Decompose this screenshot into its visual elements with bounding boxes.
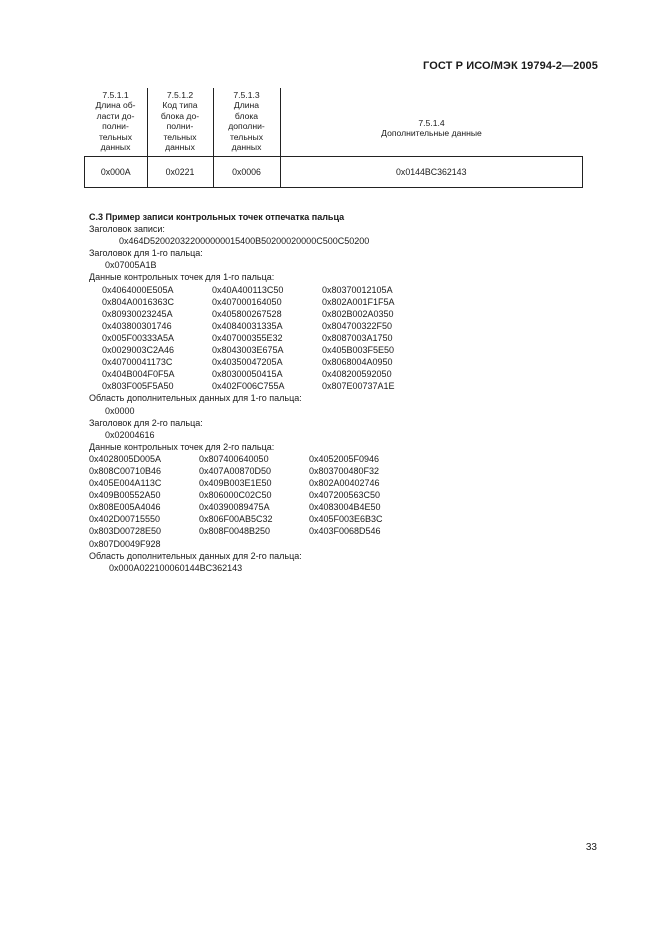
example-section: [89, 211, 609, 574]
minutia-value: 0x405B003F5E50: [322, 345, 395, 356]
finger1-ext-value: 0x0000: [105, 405, 135, 416]
minutia-value: 0x4052005F0946: [309, 453, 380, 464]
column-header: [85, 88, 148, 157]
column-label-line: дополни-: [228, 121, 265, 132]
minutia-value: 0x808C00710B46: [89, 465, 162, 476]
column-number: 7.5.1.3: [233, 90, 260, 100]
minutia-value: 0x807400640050: [199, 453, 269, 464]
column-label-line: тельных: [163, 131, 197, 142]
minutia-value: 0x80930023245A: [102, 308, 173, 319]
record-header-value: 0x464D520020322000000015400B50200020000C500C50200: [119, 236, 370, 247]
minutia-value: 0x4083004B4E50: [309, 502, 381, 513]
finger1-header-value: 0x07005A1B: [105, 260, 157, 271]
column-label-line: данных: [100, 142, 131, 153]
minutia-value: 0x402D00715550: [89, 514, 161, 525]
minutia-value: 0x404B004F0F5A: [102, 369, 175, 380]
column-number: 7.5.1.2: [166, 90, 194, 100]
minutia-value: 0x409B00552A50: [89, 490, 161, 501]
table-cell: 0x0221: [147, 157, 213, 188]
minutia-value: 0x40390089475A: [199, 502, 270, 513]
finger1-ext-label: Область дополнительных данных для 1-го пальца:: [89, 393, 302, 404]
minutia-value: 0x403F0068D546: [309, 526, 381, 537]
column-header: [213, 88, 280, 157]
column-label-line: данных: [165, 142, 195, 153]
column-number: 7.5.1.4: [418, 117, 445, 128]
minutia-value: 0x8087003A1750: [322, 332, 393, 343]
minutia-value: 0x405E004A113C: [89, 478, 162, 489]
minutia-value: 0x808E005A4046: [89, 502, 161, 513]
minutia-value: 0x403800301746: [102, 320, 172, 331]
table-cell: 0x0144BC362143: [280, 157, 583, 188]
minutia-value: 0x0029003C2A46: [102, 345, 175, 356]
minutia-value: 0x4064000E505A: [102, 284, 174, 295]
page-number: 33: [585, 842, 597, 853]
minutia-value: 0x40840031335A: [212, 320, 283, 331]
minutia-value: 0x408200592050: [322, 369, 392, 380]
column-label-line: блока: [234, 110, 259, 121]
table-cell: 0x000A: [85, 157, 148, 188]
minutia-value: 0x8068004A0950: [322, 357, 393, 368]
column-label-line: полни-: [102, 121, 129, 132]
finger1-minutiae-grid: [89, 284, 609, 393]
column-label-line: Длина: [233, 100, 260, 111]
minutia-value: 0x402F006C755A: [212, 381, 285, 392]
minutia-value: 0x407000164050: [212, 296, 282, 307]
minutia-value: 0x802B002A0350: [322, 308, 394, 319]
finger2-header-value: 0x02004616: [105, 429, 155, 440]
column-label-line: блока до-: [160, 110, 200, 121]
document-header: ГОСТ Р ИСО/МЭК 19794-2—2005: [423, 60, 598, 72]
column-header: [280, 88, 583, 157]
minutia-value: 0x40700041173C: [102, 357, 173, 368]
finger1-header-label: Заголовок для 1-го пальца:: [89, 248, 203, 259]
minutia-value: 0x80370012105A: [322, 284, 393, 295]
finger2-minutiae-grid: [89, 453, 609, 538]
table-header-row: [85, 88, 583, 157]
minutia-value: 0x802A00402746: [309, 478, 380, 489]
minutia-value: 0x8043003E675A: [212, 345, 284, 356]
table-cell: 0x0006: [213, 157, 280, 188]
column-label-line: данных: [231, 142, 262, 153]
column-label-line: Дополнительные данные: [381, 128, 482, 139]
section-title: С.3 Пример записи контрольных точек отпечатка пальца: [89, 212, 345, 222]
minutia-value: 0x407000355E32: [212, 332, 283, 343]
minutia-value: 0x407A00870D50: [199, 465, 272, 476]
minutia-value: 0x405800267528: [212, 308, 282, 319]
column-label-line: Длина об-: [95, 100, 136, 111]
extended-data-table: [84, 88, 583, 188]
minutia-value: 0x804700322F50: [322, 320, 393, 331]
minutia-value: 0x4028005D005A: [89, 453, 162, 464]
finger2-ext-label: Область дополнительных данных для 2-го пальца:: [89, 550, 302, 561]
table-row: [85, 157, 583, 188]
column-label-line: тельных: [229, 131, 264, 142]
column-label-line: полни-: [166, 121, 194, 132]
minutia-value: 0x807E00737A1E: [322, 381, 395, 392]
minutia-value: 0x803700480F32: [309, 465, 380, 476]
minutia-value: 0x804A0016363C: [102, 296, 175, 307]
minutia-value: 0x405F003E6B3C: [309, 514, 383, 525]
column-header: [147, 88, 213, 157]
minutia-value: 0x407200563C50: [309, 490, 381, 501]
record-header-label: Заголовок записи:: [89, 224, 165, 235]
minutia-value: 0x806000C02C50: [199, 490, 272, 501]
finger2-minutiae-last: 0x807D0049F928: [89, 538, 161, 549]
finger2-minutiae-label: Данные контрольных точек для 2-го пальца:: [89, 441, 275, 452]
minutia-value: 0x802A001F1F5A: [322, 296, 395, 307]
finger2-ext-value: 0x000A022100060144BC362143: [109, 562, 243, 573]
minutia-value: 0x808F0048B250: [199, 526, 271, 537]
minutia-value: 0x803F005F5A50: [102, 381, 174, 392]
minutia-value: 0x80300050415A: [212, 369, 283, 380]
minutia-value: 0x806F00AB5C32: [199, 514, 273, 525]
column-label-line: тельных: [98, 131, 133, 142]
minutia-value: 0x409B003E1E50: [199, 478, 272, 489]
minutia-value: 0x40350047205A: [212, 357, 283, 368]
minutia-value: 0x005F00333A5A: [102, 332, 175, 343]
column-label-line: Код типа: [162, 100, 198, 111]
finger1-minutiae-label: Данные контрольных точек для 1-го пальца:: [89, 272, 275, 283]
minutia-value: 0x803D00728E50: [89, 526, 162, 537]
column-label-line: ласти до-: [96, 110, 135, 121]
finger2-header-label: Заголовок для 2-го пальца:: [89, 417, 203, 428]
column-number: 7.5.1.1: [102, 90, 129, 100]
minutia-value: 0x40A400113C50: [212, 284, 284, 295]
